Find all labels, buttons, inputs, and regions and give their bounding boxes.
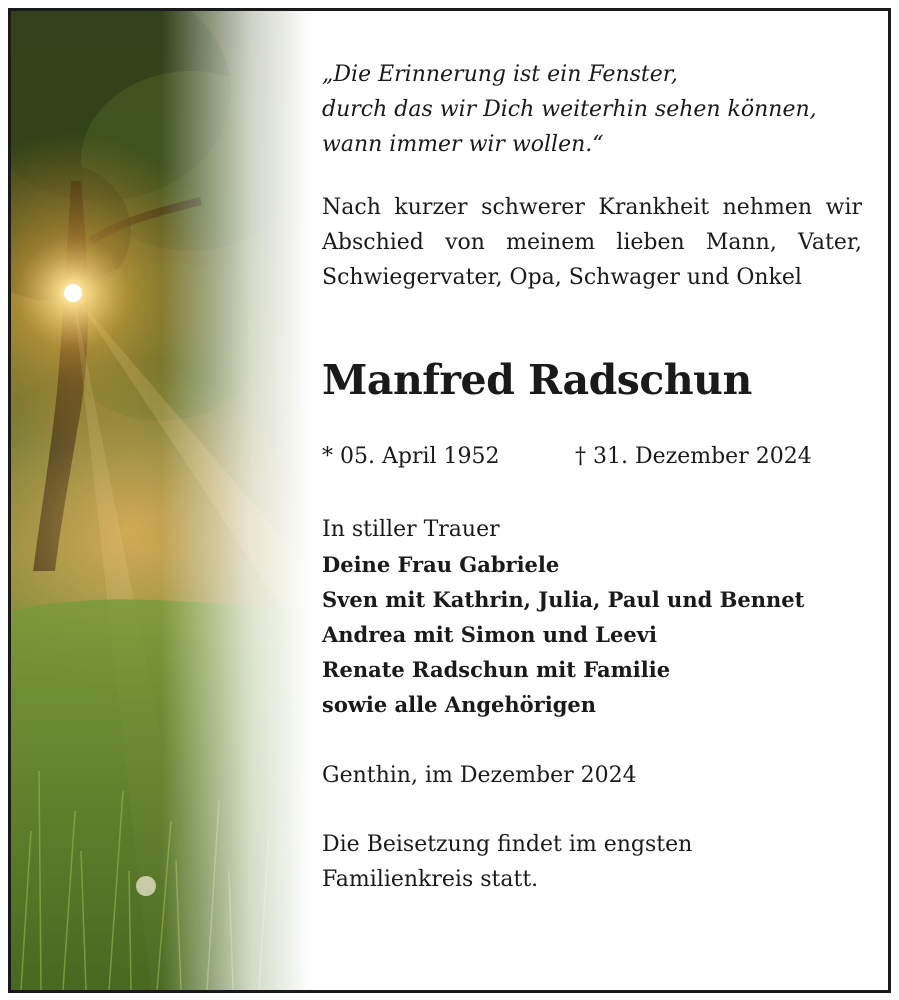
deceased-name: Manfred Radschun	[322, 356, 752, 404]
mourner-name: Renate Radschun mit Familie	[322, 657, 671, 682]
mourner-name: Sven mit Kathrin, Julia, Paul und Bennet	[322, 587, 805, 612]
mourner-name: Andrea mit Simon und Leevi	[322, 622, 657, 647]
place-and-date: Genthin, im Dezember 2024	[322, 763, 637, 788]
burial-note	[322, 827, 862, 897]
sunlit-tree-photo	[11, 11, 311, 990]
quote-line: wann immer wir wollen.“	[322, 132, 604, 157]
burial-line: Familienkreis statt.	[322, 867, 539, 892]
quote-line: durch das wir Dich weiterhin sehen können,	[322, 97, 817, 122]
quote-line: „Die Erinnerung ist ein Fenster,	[322, 62, 678, 87]
death-date: † 31. Dezember 2024	[575, 444, 812, 469]
life-dates	[322, 439, 862, 474]
memorial-quote	[322, 57, 862, 162]
photo-fade-overlay	[161, 11, 311, 990]
announcement-intro: Nach kurzer schwerer Krankheit nehmen wir Abschied von meinem lieben Mann, Vater, Schwiegervater, Opa, Schwager und Onkel	[322, 195, 862, 290]
mourning-lead: In stiller Trauer	[322, 517, 500, 542]
mourners-list	[322, 512, 862, 722]
birth-date: * 05. April 1952	[322, 444, 500, 469]
burial-line: Die Beisetzung findet im engsten	[322, 832, 693, 857]
obituary-text	[322, 57, 862, 897]
obituary-frame	[8, 8, 891, 993]
mourner-name: Deine Frau Gabriele	[322, 552, 560, 577]
mourner-name: sowie alle Angehörigen	[322, 692, 597, 717]
